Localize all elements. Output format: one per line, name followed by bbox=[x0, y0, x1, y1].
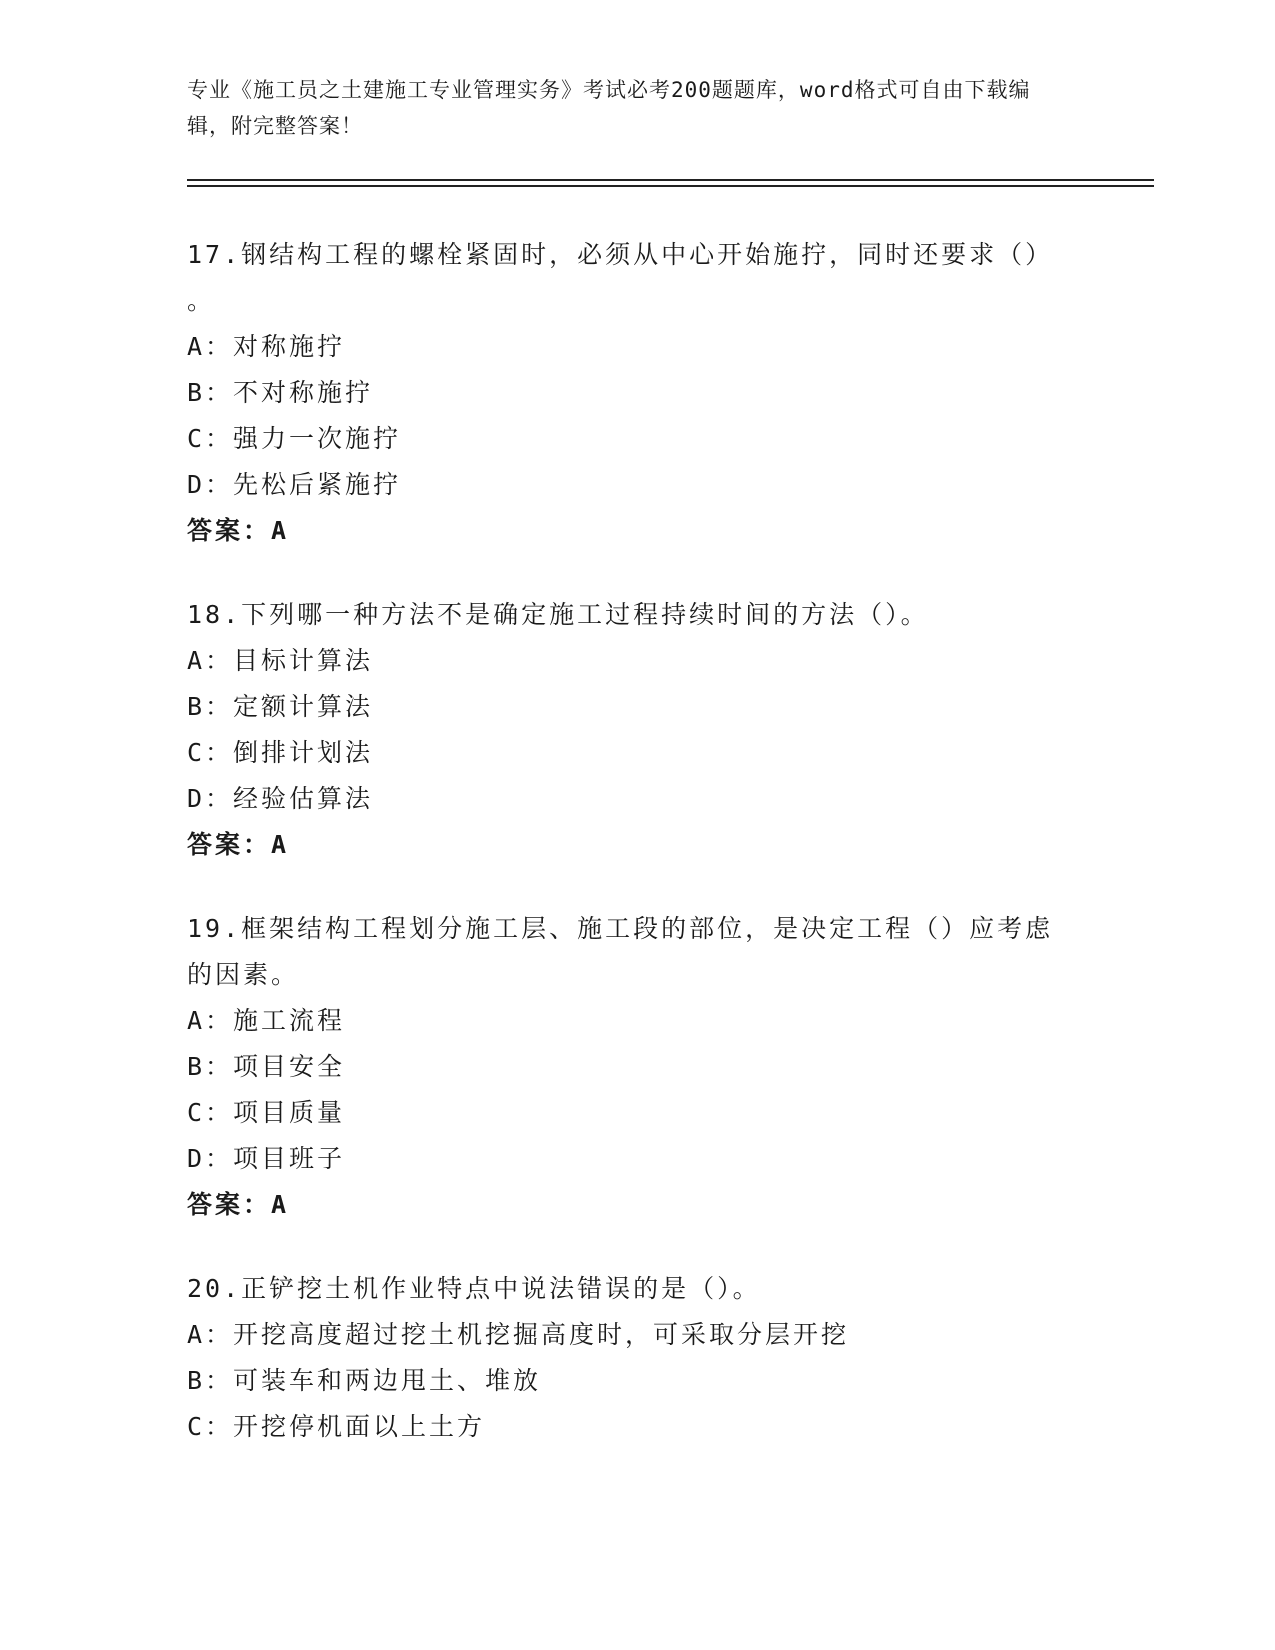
question-stem-continued: 。 bbox=[187, 286, 216, 315]
header-divider-bottom bbox=[187, 185, 1154, 187]
option-a: A：开挖高度超过挖土机挖掘高度时，可采取分层开挖 bbox=[187, 1320, 850, 1349]
option-a: A：施工流程 bbox=[187, 1006, 346, 1035]
question-19 bbox=[187, 906, 1087, 1228]
answer: 答案：A bbox=[187, 830, 290, 859]
option-d: D：项目班子 bbox=[187, 1144, 346, 1173]
question-stem-continued: 的因素。 bbox=[187, 960, 300, 989]
question-stem: 18.下列哪一种方法不是确定施工过程持续时间的方法（）。 bbox=[187, 600, 929, 629]
option-c: C：开挖停机面以上土方 bbox=[187, 1412, 486, 1441]
question-list bbox=[187, 232, 1087, 1450]
question-stem: 20.正铲挖土机作业特点中说法错误的是（）。 bbox=[187, 1274, 761, 1303]
answer: 答案：A bbox=[187, 516, 290, 545]
option-b: B：可装车和两边甩土、堆放 bbox=[187, 1366, 542, 1395]
question-stem: 19.框架结构工程划分施工层、施工段的部位，是决定工程（）应考虑 bbox=[187, 914, 1054, 943]
option-b: B：项目安全 bbox=[187, 1052, 346, 1081]
option-a: A：目标计算法 bbox=[187, 646, 374, 675]
question-18 bbox=[187, 592, 1087, 868]
question-17 bbox=[187, 232, 1087, 554]
header-divider-top bbox=[187, 179, 1154, 181]
option-b: B：不对称施拧 bbox=[187, 378, 374, 407]
option-a: A：对称施拧 bbox=[187, 332, 346, 361]
option-d: D：先松后紧施拧 bbox=[187, 470, 402, 499]
option-d: D：经验估算法 bbox=[187, 784, 374, 813]
option-c: C：强力一次施拧 bbox=[187, 424, 402, 453]
question-20 bbox=[187, 1266, 1087, 1450]
answer: 答案：A bbox=[187, 1190, 290, 1219]
option-c: C：倒排计划法 bbox=[187, 738, 374, 767]
question-stem: 17.钢结构工程的螺栓紧固时，必须从中心开始施拧，同时还要求（） bbox=[187, 240, 1054, 269]
option-c: C：项目质量 bbox=[187, 1098, 346, 1127]
option-b: B：定额计算法 bbox=[187, 692, 374, 721]
document-header: 专业《施工员之土建施工专业管理实务》考试必考200题题库，word格式可自由下载编辑，附完整答案！ bbox=[187, 78, 1031, 138]
